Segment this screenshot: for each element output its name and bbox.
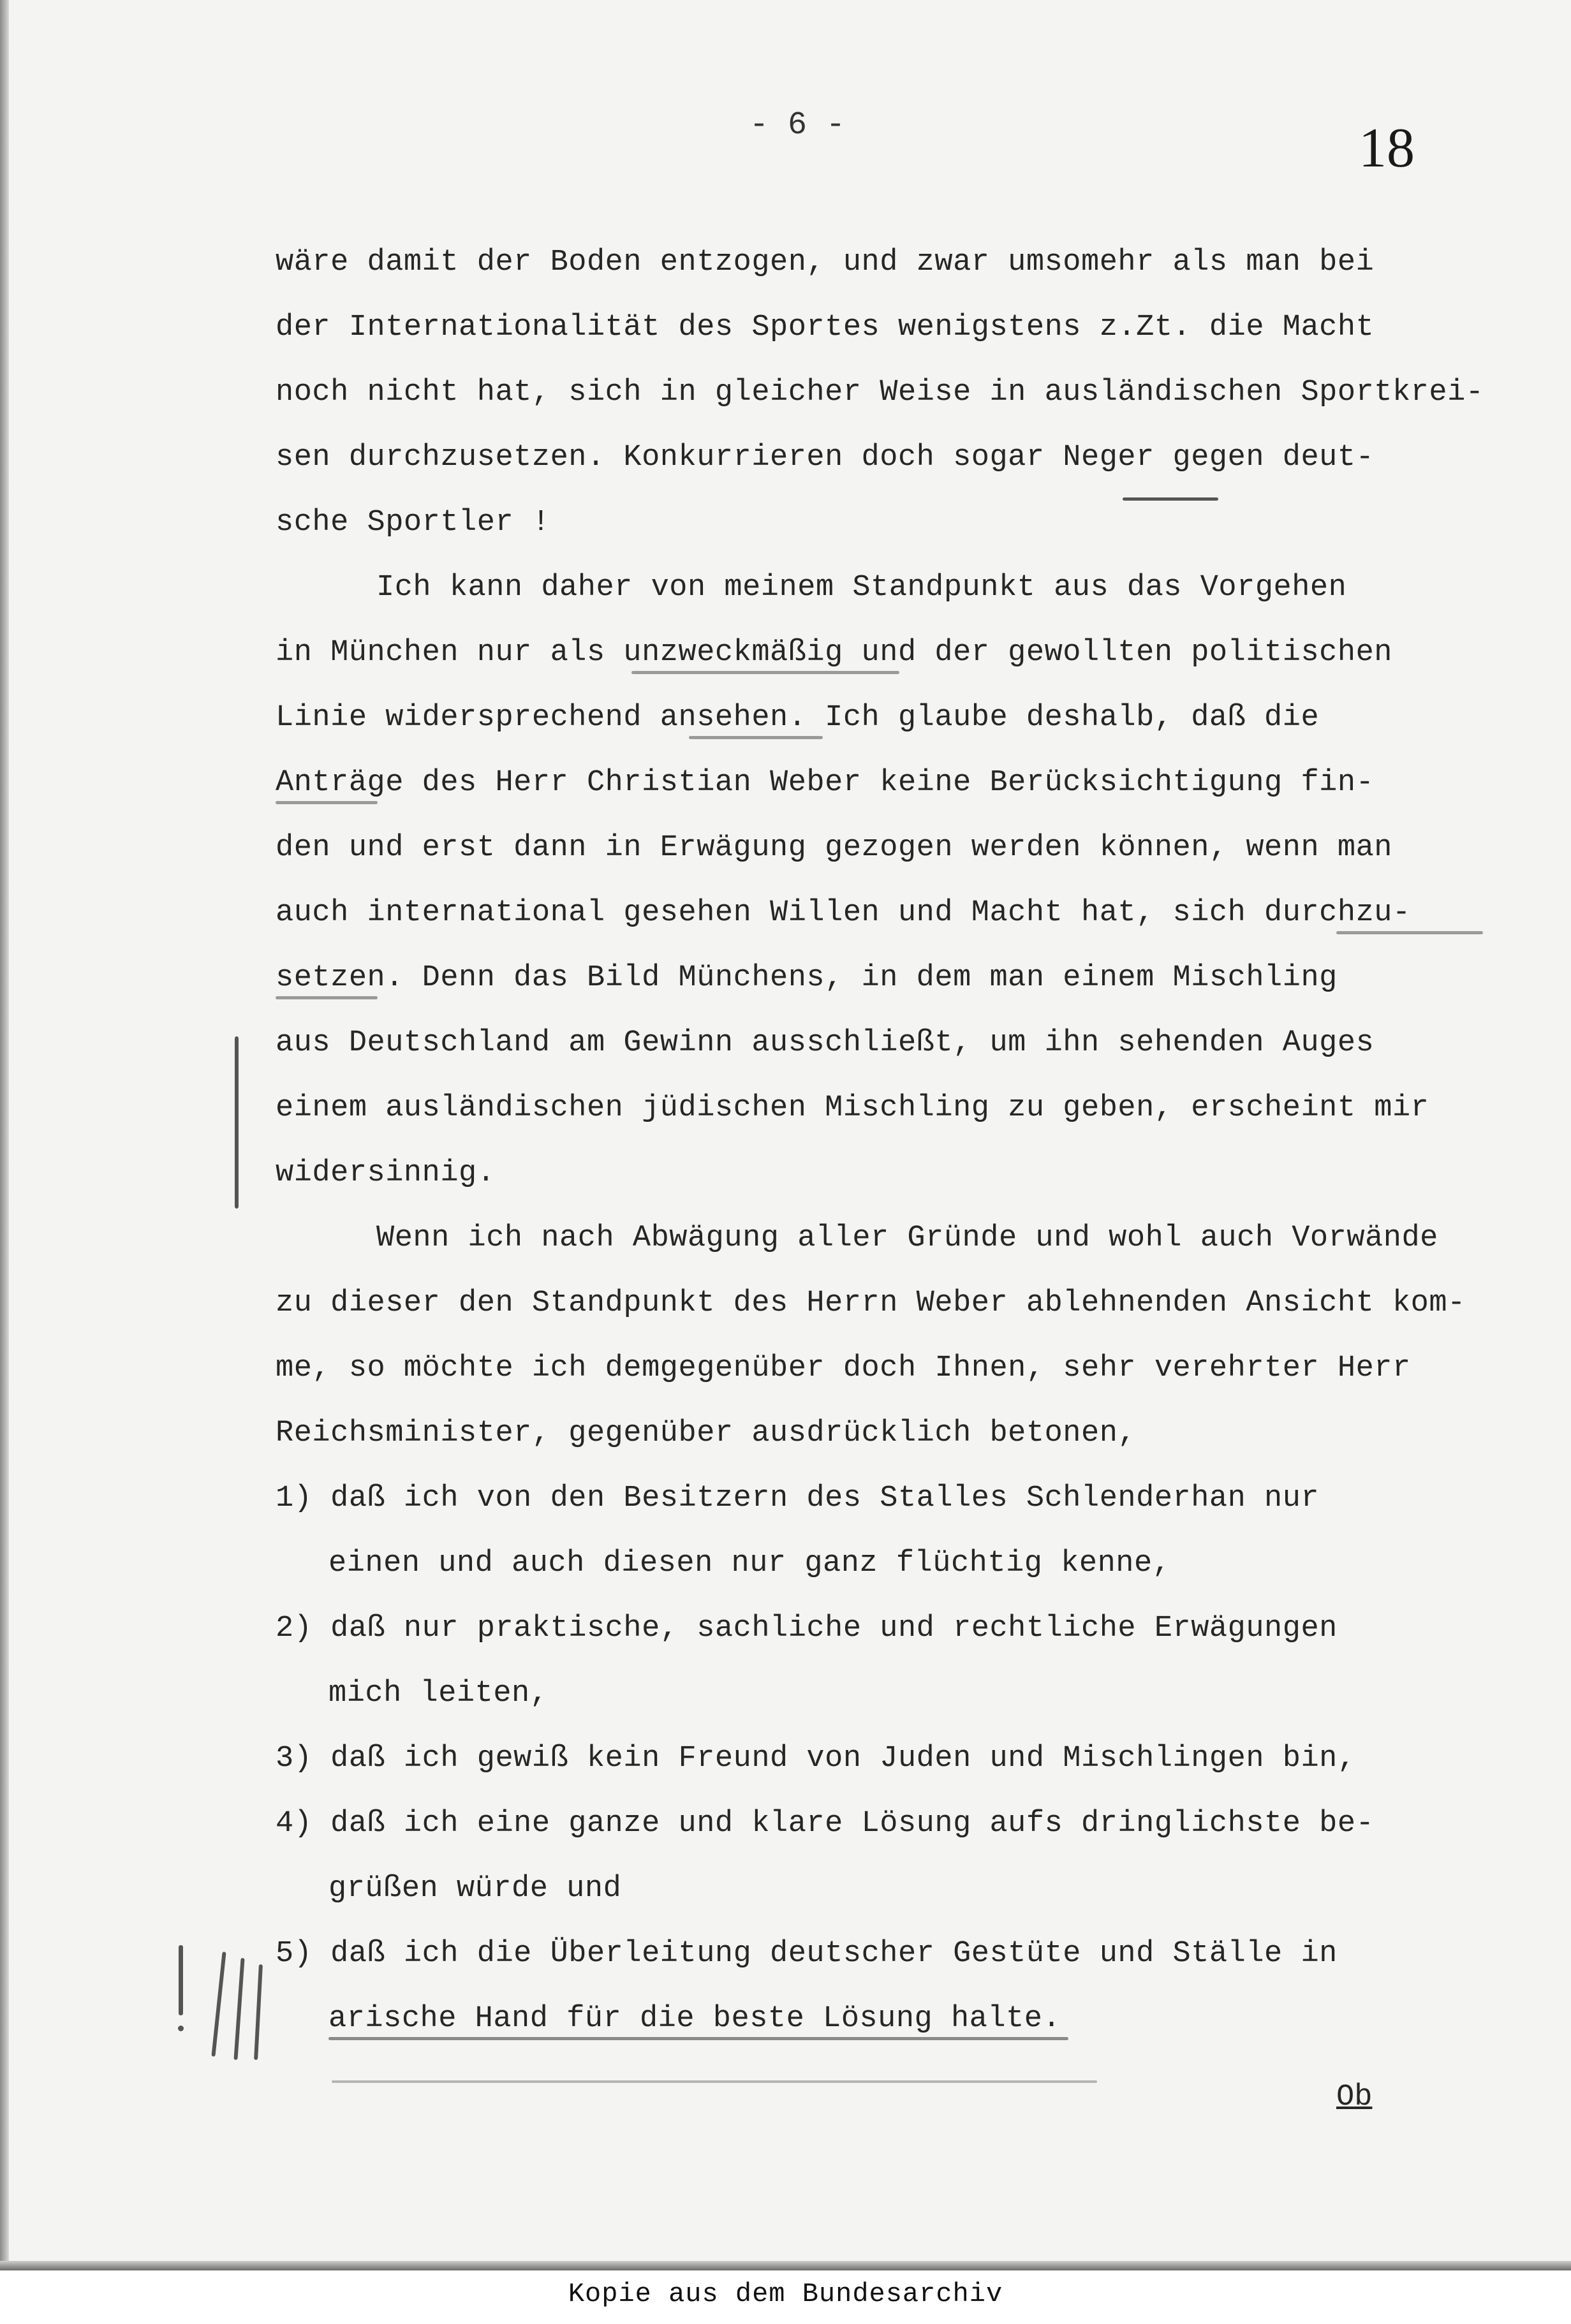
text-line: in München nur als unzweckmäßig und der gewollten politischen xyxy=(276,636,1392,670)
list-item-2: 2) daß nur praktische, sachliche und rechtliche Erwägungen xyxy=(276,1612,1338,1645)
list-item-4: 4) daß ich eine ganze und klare Lösung aufs dringlichste be- xyxy=(276,1807,1375,1841)
page-left-edge xyxy=(0,0,9,2270)
text-line: Reichsminister, gegenüber ausdrücklich betonen, xyxy=(276,1416,1137,1450)
text-line: aus Deutschland am Gewinn ausschließt, um ihn sehenden Auges xyxy=(276,1026,1375,1060)
archive-footer: Kopie aus dem Bundesarchiv xyxy=(568,2279,1003,2309)
text-line: den und erst dann in Erwägung gezogen werden können, wenn man xyxy=(276,831,1392,865)
text-line: noch nicht hat, sich in gleicher Weise in ausländischen Sportkrei- xyxy=(276,376,1484,409)
margin-stroke-mark xyxy=(254,1964,263,2060)
list-item-5-continued: arische Hand für die beste Lösung halte. xyxy=(328,2002,1061,2036)
pencil-underline xyxy=(332,2080,1097,2083)
text-line: zu dieser den Standpunkt des Herrn Weber ablehnenden Ansicht kom- xyxy=(276,1286,1466,1320)
list-item-3: 3) daß ich gewiß kein Freund von Juden und Mischlingen bin, xyxy=(276,1742,1356,1776)
pencil-underline xyxy=(631,671,899,674)
text-line: wäre damit der Boden entzogen, und zwar umsomehr als man bei xyxy=(276,246,1375,279)
margin-exclamation-mark xyxy=(179,1945,183,2015)
page-bottom-edge xyxy=(0,2261,1571,2270)
signature-initials: Ob xyxy=(1336,2080,1373,2114)
list-item-5: 5) daß ich die Überleitung deutscher Gestüte und Ställe in xyxy=(276,1937,1338,1971)
pencil-underline xyxy=(328,2037,1068,2040)
folio-number: 18 xyxy=(1359,117,1415,179)
list-item-2-continued: mich leiten, xyxy=(328,1677,549,1710)
text-line: sche Sportler ! xyxy=(276,506,550,540)
text-line: auch international gesehen Willen und Macht hat, sich durchzu- xyxy=(276,896,1411,930)
page-number: - 6 - xyxy=(749,107,846,143)
list-item-4-continued: grüßen würde und xyxy=(328,1872,622,1906)
list-item-1-continued: einen und auch diesen nur ganz flüchtig kenne, xyxy=(328,1547,1171,1580)
text-line: der Internationalität des Sportes wenigstens z.Zt. die Macht xyxy=(276,311,1375,344)
margin-stroke-mark xyxy=(211,1952,226,2057)
text-line: sen durchzusetzen. Konkurrieren doch sogar Neger gegen deut- xyxy=(276,441,1375,474)
text-line: widersinnig. xyxy=(276,1156,496,1190)
pencil-underline xyxy=(1336,931,1483,934)
text-line: einem ausländischen jüdischen Mischling zu geben, erscheint mir xyxy=(276,1091,1429,1125)
text-line: me, so möchte ich demgegenüber doch Ihnen, sehr verehrter Herr xyxy=(276,1351,1411,1385)
pencil-underline xyxy=(276,801,378,804)
text-line: Wenn ich nach Abwägung aller Gründe und wohl auch Vorwände xyxy=(376,1221,1438,1255)
text-line: Linie widersprechend ansehen. Ich glaube deshalb, daß die xyxy=(276,701,1320,735)
pencil-underline xyxy=(689,736,823,739)
margin-exclamation-dot xyxy=(178,2026,184,2031)
margin-stroke-mark xyxy=(233,1958,244,2060)
text-line: setzen. Denn das Bild Münchens, in dem man einem Mischling xyxy=(276,961,1338,995)
list-item-1: 1) daß ich von den Besitzern des Stalles Schlenderhan nur xyxy=(276,1482,1320,1515)
pencil-underline xyxy=(276,996,378,999)
text-line: Anträge des Herr Christian Weber keine Berücksichtigung fin- xyxy=(276,766,1375,800)
pencil-underline xyxy=(1123,497,1218,501)
text-line: Ich kann daher von meinem Standpunkt aus das Vorgehen xyxy=(376,571,1347,605)
margin-bracket-mark xyxy=(235,1036,239,1209)
